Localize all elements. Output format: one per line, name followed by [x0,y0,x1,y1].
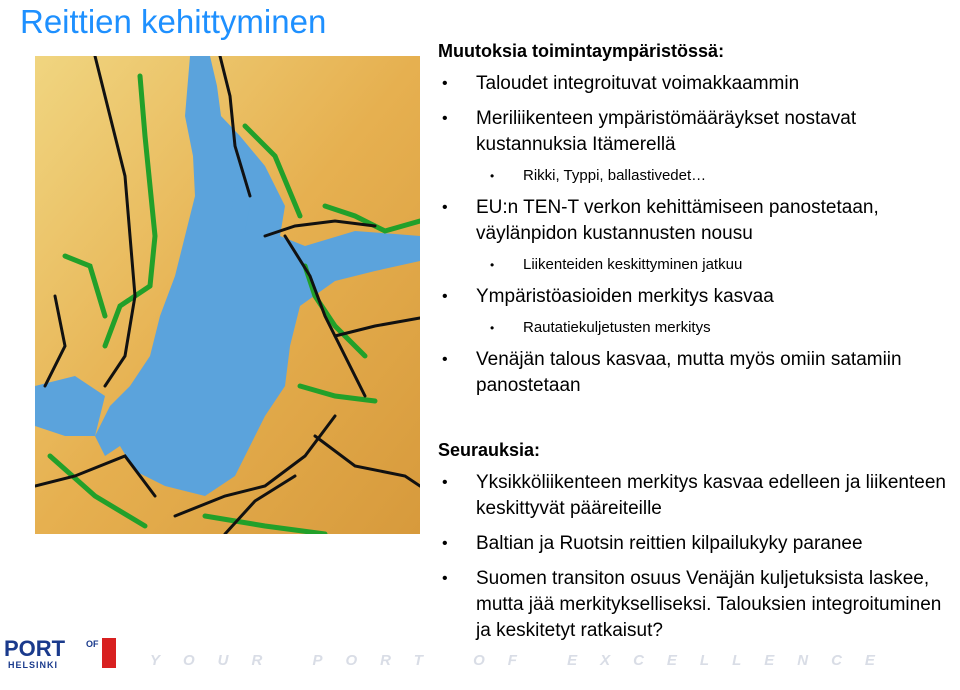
bullet-icon: • [442,288,448,305]
bullet-icon: • [442,110,448,127]
bullet-text: Venäjän talous kasvaa, mutta myös omiin satamiin panostetaan [476,349,902,396]
bullet-icon: • [442,199,448,216]
bullet-item [438,470,958,522]
bullet-text: Taloudet integroituvat voimakkaammin [476,73,800,94]
logo-red-bar [102,638,116,668]
bullet-icon: • [442,351,448,368]
slide-content [438,40,958,644]
bullet-text: Baltian ja Ruotsin reittien kilpailukyky paranee [476,533,863,554]
bullet-item [438,195,958,247]
bullet-text: Suomen transiton osuus Venäjän kuljetuksista laskee, mutta jää merkitykselliseksi. Talouksien integroituminen ja keskitetyt ratkaisut? [476,568,942,641]
sub-bullet-text: Rautatiekuljetusten merkitys [523,319,711,336]
bullet-item [438,566,958,644]
bullet-text: Yksikköliikenteen merkitys kasvaa edelleen ja liikenteen keskittyvät pääreiteille [476,472,946,519]
bullet-text: Ympäristöasioiden merkitys kasvaa [476,286,774,307]
section-heading-changes: Muutoksia toimintaympäristössä: [438,41,725,61]
section-heading-consequences: Seurauksia: [438,440,541,460]
port-of-helsinki-logo [2,636,120,670]
bullet-icon: • [490,321,495,335]
bullet-item [438,531,958,557]
bullet-text: Meriliikenteen ympäristömääräykset nostavat kustannuksia Itämerellä [476,108,857,155]
bullet-icon: • [490,169,495,183]
logo-of-text: OF [86,639,99,649]
sub-bullet-item [438,255,958,275]
bullet-item [438,71,958,97]
bullet-icon: • [442,75,448,92]
logo-port-text: PORT [4,636,66,661]
bullet-icon: • [442,570,448,587]
bullet-icon: • [442,474,448,491]
slide-title: Reittien kehittyminen [20,3,327,40]
bullet-item [438,347,958,399]
slogan-text: YOUR PORT OF EXCELLENCE [150,652,898,669]
logo-helsinki-text: HELSINKI [8,660,59,670]
bullet-item [438,106,958,158]
bullet-text: EU:n TEN-T verkon kehittämiseen panostetaan, väylänpidon kustannusten nousu [476,197,879,244]
bullet-item [438,284,958,310]
sub-bullet-item [438,318,958,338]
sub-bullet-text: Liikenteiden keskittyminen jatkuu [523,256,743,273]
bullet-icon: • [442,535,448,552]
bullet-icon: • [490,258,495,272]
sub-bullet-item [438,166,958,186]
sub-bullet-text: Rikki, Typpi, ballastivedet… [523,167,707,184]
baltic-transport-map [35,56,420,534]
